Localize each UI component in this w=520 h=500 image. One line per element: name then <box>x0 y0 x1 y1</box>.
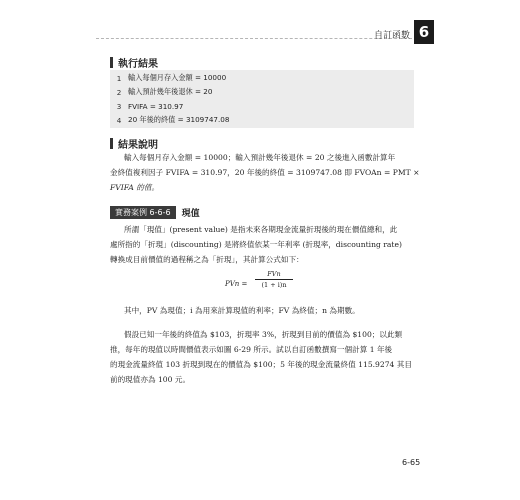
line-number: 3 <box>116 101 122 111</box>
page-number: 6-65 <box>402 458 421 467</box>
formula-denominator: (1 + i)n <box>261 281 287 289</box>
example-line: 假設已知一年後的終值為 $103，折現率 3%，折現到目前的價值為 $100；以此類 <box>124 330 403 339</box>
case-heading <box>110 206 200 219</box>
pv-intro-line: 轉換成目前價值的過程稱之為「折現」，其計算公式如下： <box>110 255 304 264</box>
example-line: 的現金流量終值 103 折現到現在的價值為 $100；5 年後的現金流量終值 115.9274 其目 <box>110 360 412 369</box>
line-number: 1 <box>116 73 122 83</box>
case-badge: 實務案例 6-6-6 <box>110 206 176 219</box>
pv-intro-line: 處所指的「折現」(discounting) 是將終值依某一年利率 (折現率，discounting rate) <box>110 240 402 249</box>
code-output-box <box>110 70 414 128</box>
pv-intro-line: 所謂「現值」(present value) 是指未來各期現金流量折現後的現在價值總和，此 <box>124 225 398 234</box>
code-line-text: 輸入每個月存入金額 = 10000 <box>128 73 227 82</box>
explain-line: 金終值複利因子 FVIFA = 310.97，20 年後的終值 = 3109747.08 即 FVOAn = PMT × <box>110 168 420 177</box>
case-title: 現值 <box>181 209 200 219</box>
line-number: 4 <box>116 115 122 125</box>
example-line: 推，每年的現值以時間價值表示如圖 6-29 所示。試以自訂函數撰寫一個計算 1 年後 <box>110 345 393 354</box>
formula-note: 其中，PV 為現值；i 為用來計算現值的利率；FV 為終值；n 為期數。 <box>124 306 360 315</box>
explain-line: 輸入每個月存入金額 = 10000；輸入預計幾年後退休 = 20 之後進入函數計算年 <box>124 153 396 162</box>
formula-fraction <box>255 270 293 289</box>
line-number: 2 <box>116 87 122 97</box>
code-line-text: 20 年後的終值 = 3109747.08 <box>128 115 230 124</box>
formula-numerator: FVn <box>267 270 281 278</box>
explain-section-heading <box>110 136 158 151</box>
code-line <box>110 86 212 98</box>
code-line-text: FVIFA = 310.97 <box>128 101 184 111</box>
code-line <box>110 72 226 84</box>
running-header-title: 自訂函數 <box>373 31 410 41</box>
pv-formula <box>225 270 305 300</box>
code-line-text: 輸入預計幾年後退休 = 20 <box>128 87 213 96</box>
code-line <box>110 114 229 126</box>
explain-section-label: 結果說明 <box>118 140 158 151</box>
section-bar-icon <box>110 57 113 68</box>
formula-lhs: PVn = <box>225 280 248 288</box>
exec-section-heading <box>110 55 158 70</box>
fraction-bar <box>255 279 293 280</box>
exec-section-label: 執行結果 <box>118 59 158 70</box>
chapter-tab: 6 <box>414 20 434 44</box>
explain-line: FVIFA 的值。 <box>110 183 160 192</box>
example-line: 前的現值亦為 100 元。 <box>110 375 191 384</box>
code-line <box>110 100 183 112</box>
section-bar-icon <box>110 138 113 149</box>
